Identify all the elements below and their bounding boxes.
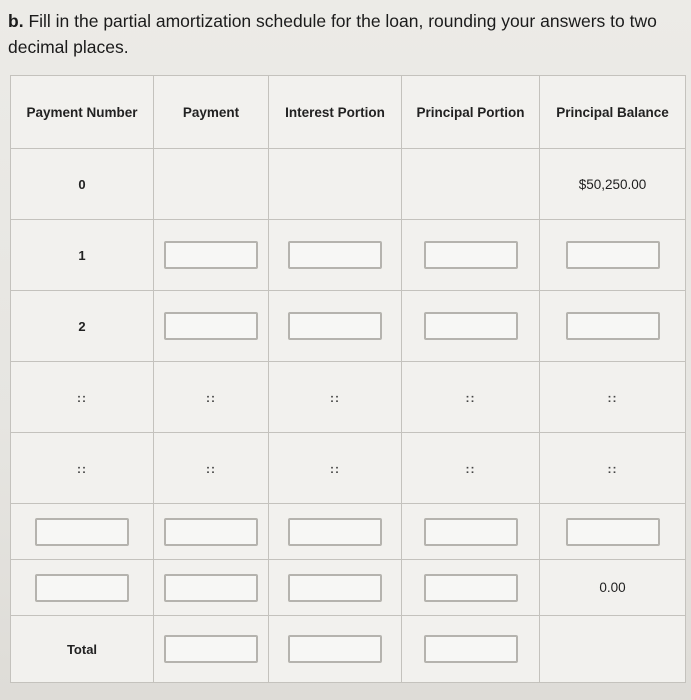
principal-input-n[interactable] bbox=[424, 574, 518, 602]
table-row-n bbox=[11, 560, 686, 616]
table-row-1 bbox=[11, 220, 686, 291]
ellipsis-mark: :: bbox=[330, 390, 340, 405]
question-text: Fill in the partial amortization schedule for the loan, rounding your answers to two decimal places. bbox=[8, 11, 657, 57]
header-interest-portion: Interest Portion bbox=[269, 76, 402, 149]
principal-input-2[interactable] bbox=[424, 312, 518, 340]
balance-cell bbox=[540, 149, 686, 220]
payment-number-cell: 1 bbox=[11, 220, 154, 291]
header-principal-portion: Principal Portion bbox=[402, 76, 540, 149]
ellipsis-mark: :: bbox=[607, 461, 618, 476]
initial-balance: $50,250.00 bbox=[578, 176, 647, 192]
balance-input-2[interactable] bbox=[566, 312, 660, 340]
question-heading bbox=[8, 8, 678, 60]
interest-input-1[interactable] bbox=[288, 241, 382, 269]
payment-cell-empty bbox=[154, 149, 269, 220]
balance-input-n-minus-1[interactable] bbox=[566, 518, 660, 546]
ellipsis-mark: :: bbox=[206, 461, 216, 476]
table-row-ellipsis-2 bbox=[11, 433, 686, 504]
ellipsis-mark: :: bbox=[77, 390, 87, 405]
interest-cell-empty bbox=[269, 149, 402, 220]
total-principal-input[interactable] bbox=[424, 635, 518, 663]
interest-input-n-minus-1[interactable] bbox=[288, 518, 382, 546]
total-label: Total bbox=[11, 616, 154, 683]
ellipsis-mark: :: bbox=[465, 461, 476, 476]
ellipsis-mark: :: bbox=[465, 390, 476, 405]
ellipsis-mark: :: bbox=[206, 390, 216, 405]
payment-input-1[interactable] bbox=[164, 241, 258, 269]
header-row bbox=[11, 76, 686, 149]
header-payment: Payment bbox=[154, 76, 269, 149]
balance-cell bbox=[540, 560, 686, 616]
ellipsis-mark: :: bbox=[607, 390, 618, 405]
total-interest-input[interactable] bbox=[288, 635, 382, 663]
amortization-table bbox=[10, 75, 686, 683]
header-payment-number: Payment Number bbox=[11, 76, 154, 149]
principal-cell-empty bbox=[402, 149, 540, 220]
table-row-ellipsis-1 bbox=[11, 362, 686, 433]
payment-number-cell: 0 bbox=[11, 149, 154, 220]
payment-input-n[interactable] bbox=[164, 574, 258, 602]
table-row-0 bbox=[11, 149, 686, 220]
table-row-total bbox=[11, 616, 686, 683]
header-principal-balance: Principal Balance bbox=[540, 76, 686, 149]
principal-input-1[interactable] bbox=[424, 241, 518, 269]
interest-input-n[interactable] bbox=[288, 574, 382, 602]
ellipsis-mark: :: bbox=[330, 461, 340, 476]
payment-input-n-minus-1[interactable] bbox=[164, 518, 258, 546]
question-label: b. bbox=[8, 11, 24, 31]
payment-number-cell: 2 bbox=[11, 291, 154, 362]
payment-number-input-n-minus-1[interactable] bbox=[35, 518, 129, 546]
payment-input-2[interactable] bbox=[164, 312, 258, 340]
interest-input-2[interactable] bbox=[288, 312, 382, 340]
total-balance-empty bbox=[540, 616, 686, 683]
final-balance: 0.00 bbox=[599, 580, 626, 595]
total-payment-input[interactable] bbox=[164, 635, 258, 663]
ellipsis-mark: :: bbox=[77, 461, 87, 476]
table-row-n-minus-1 bbox=[11, 504, 686, 560]
principal-input-n-minus-1[interactable] bbox=[424, 518, 518, 546]
balance-input-1[interactable] bbox=[566, 241, 660, 269]
payment-number-input-n[interactable] bbox=[35, 574, 129, 602]
table-row-2 bbox=[11, 291, 686, 362]
